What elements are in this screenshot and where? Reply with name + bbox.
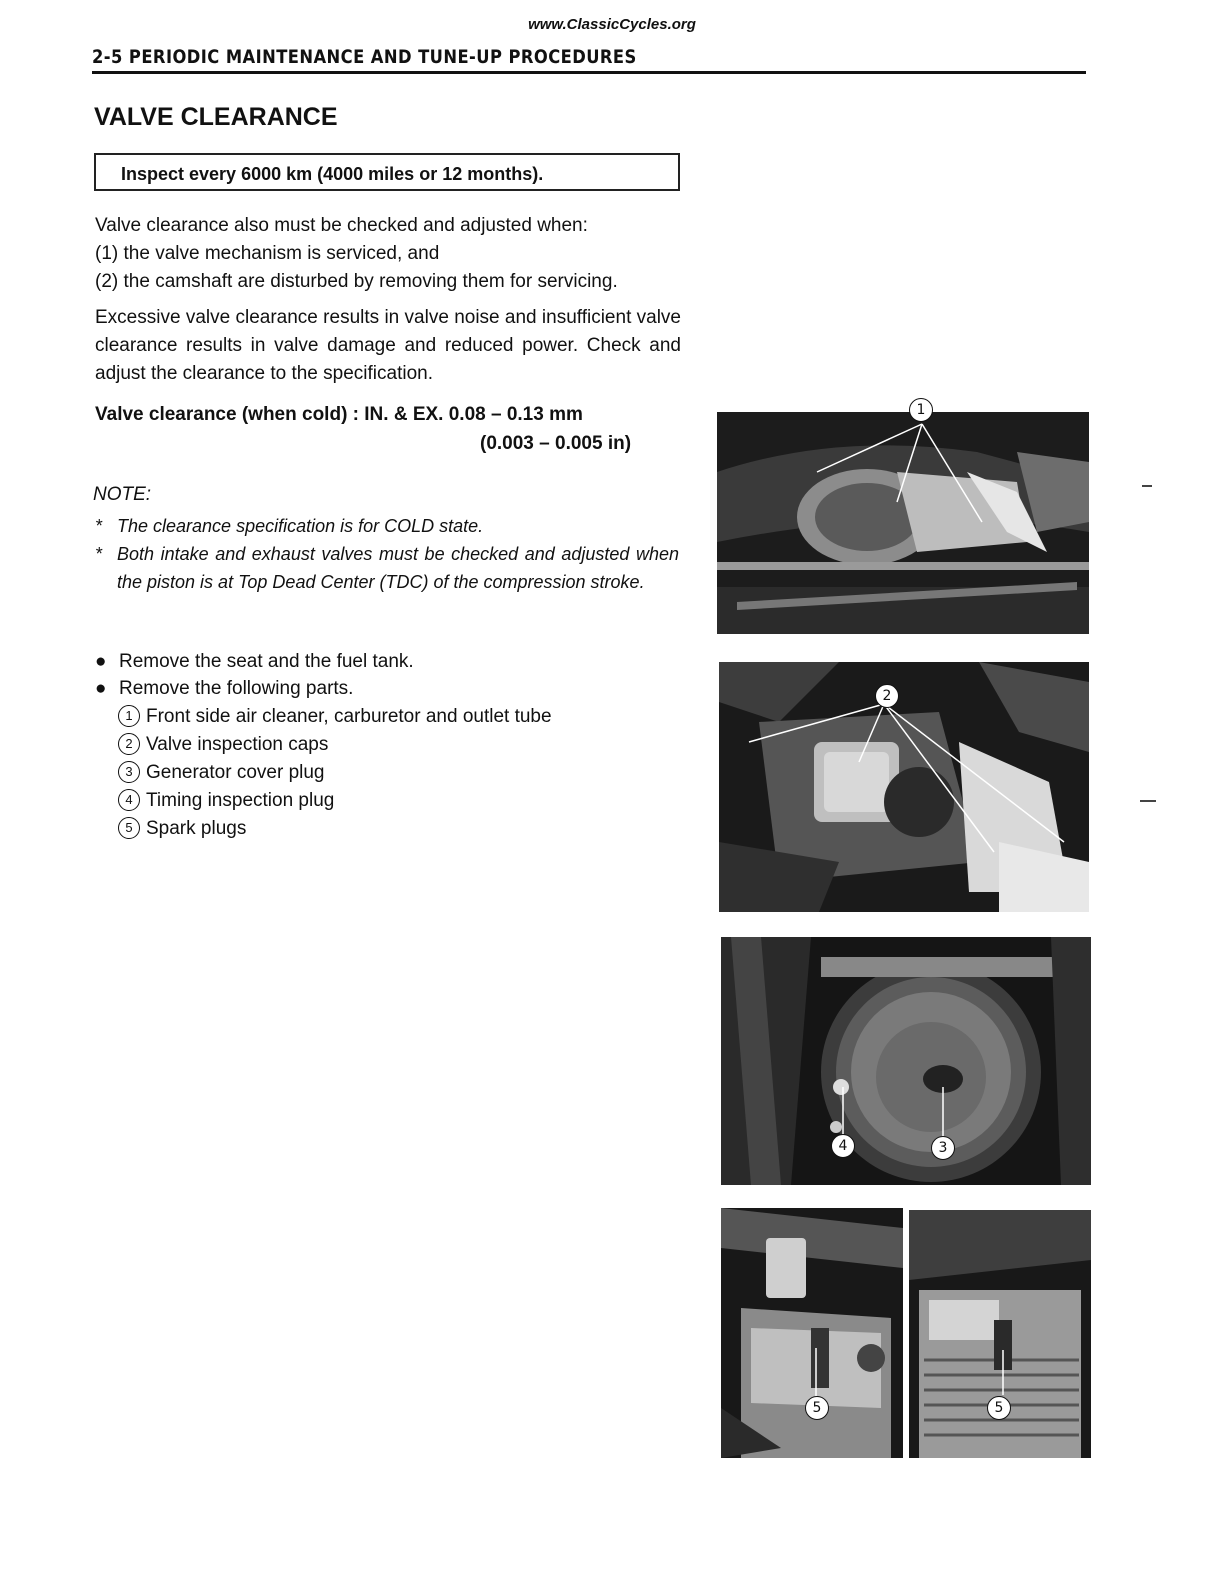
photo-spark-plug-right xyxy=(909,1210,1091,1458)
part-2: 2 Valve inspection caps xyxy=(118,733,328,756)
intro-line-1: (1) the valve mechanism is serviced, and xyxy=(95,243,440,264)
part-5: 5 Spark plugs xyxy=(118,817,246,840)
inspect-interval-box xyxy=(94,153,680,191)
page-title: VALVE CLEARANCE xyxy=(94,103,338,131)
note-item-0: * The clearance specification is for COLD state. xyxy=(95,516,484,536)
part-3: 3 Generator cover plug xyxy=(118,761,325,784)
photo4-right-callout: 5 xyxy=(987,1396,1011,1420)
spec-imperial: (0.003 – 0.005 in) xyxy=(480,433,632,454)
step-0: ● Remove the seat and the fuel tank. xyxy=(95,651,414,672)
note-title: NOTE: xyxy=(93,484,152,505)
part-1: 1 Front side air cleaner, carburetor and outlet tube xyxy=(118,705,552,728)
site-url: www.ClassicCycles.org xyxy=(528,16,696,33)
note-item-1: * Both intake and exhaust valves must be checked and adjusted when the piston is at Top Dead Center (TDC) of the compression stroke. xyxy=(95,544,679,592)
photo-spark-plug-left xyxy=(721,1208,903,1458)
inspect-interval-text: Inspect every 6000 km (4000 miles or 12 months). xyxy=(121,164,544,184)
photo2-callout: 2 xyxy=(875,684,899,708)
intro-line-2: (2) the camshaft are disturbed by removing them for servicing. xyxy=(95,271,618,292)
photo-valve-caps xyxy=(719,662,1089,912)
scan-mark xyxy=(1140,800,1156,802)
photo3-callout-generator: 3 xyxy=(931,1136,955,1160)
step-1: ● Remove the following parts. xyxy=(95,678,354,699)
photo3-callout-timing: 4 xyxy=(831,1134,855,1158)
photo1-callout: 1 xyxy=(909,398,933,422)
part-4: 4 Timing inspection plug xyxy=(118,789,334,812)
intro-line-0: Valve clearance also must be checked and adjusted when: xyxy=(95,215,588,236)
section-header: 2-5 PERIODIC MAINTENANCE AND TUNE-UP PROCEDURES xyxy=(92,46,637,68)
spec-label: Valve clearance (when cold) : IN. & EX. 0.08 – 0.13 mm xyxy=(95,404,583,425)
scan-mark xyxy=(1142,485,1152,487)
photo4-left-callout: 5 xyxy=(805,1396,829,1420)
photo-air-cleaner xyxy=(717,412,1089,634)
effect-paragraph: Excessive valve clearance results in valve noise and insufficient valve clearance results in valve damage and reduced power. Check and adjust the clearance to the specification. xyxy=(95,307,681,384)
header-rule xyxy=(92,71,1086,74)
photo-generator-cover xyxy=(721,937,1091,1185)
